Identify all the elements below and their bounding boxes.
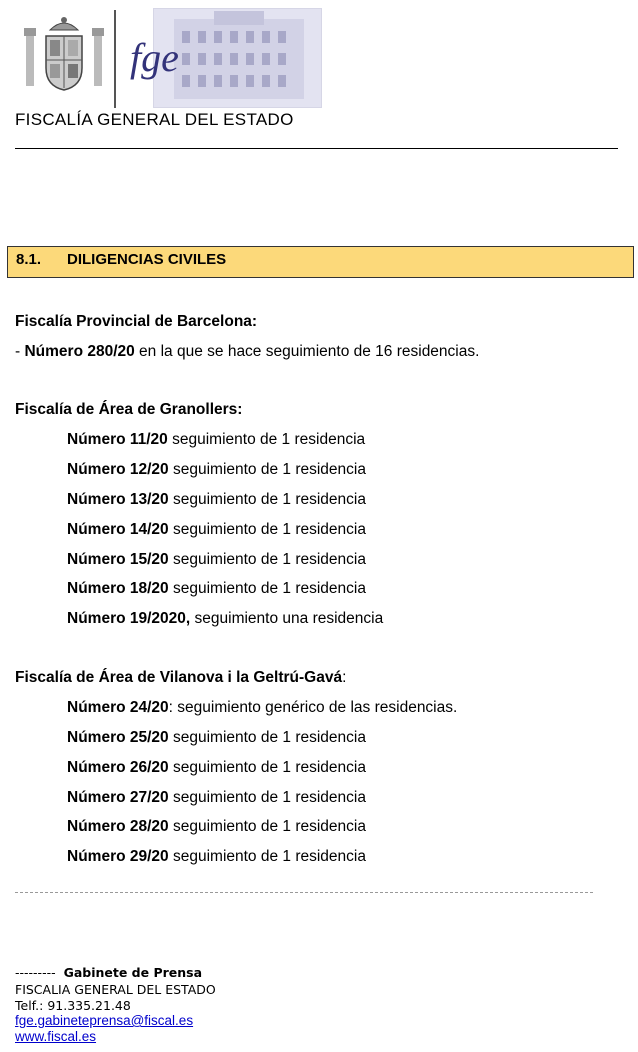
item-number: Número 28/20 bbox=[67, 818, 169, 835]
item-number: Número 15/20 bbox=[67, 551, 169, 568]
list-item bbox=[67, 610, 383, 628]
list-item bbox=[67, 551, 366, 569]
item-number: Número 280/20 bbox=[24, 343, 135, 360]
list-item bbox=[67, 491, 366, 509]
section-title: DILIGENCIAS CIVILES bbox=[67, 251, 227, 268]
section-number: 8.1. bbox=[16, 251, 42, 268]
item-text: en la que se hace seguimiento de 16 residencias. bbox=[134, 343, 480, 360]
list-item bbox=[67, 580, 366, 598]
list-item bbox=[67, 461, 366, 479]
granollers-heading: Fiscalía de Área de Granollers: bbox=[15, 401, 243, 418]
coat-of-arms-icon bbox=[22, 14, 106, 96]
item-text: : seguimiento genérico de las residencias. bbox=[168, 699, 458, 716]
item-text: seguimiento de 1 residencia bbox=[168, 789, 366, 806]
footer-dashes: --------- bbox=[15, 965, 56, 980]
item-number: Número 24/20 bbox=[67, 699, 169, 716]
footer-dept-line bbox=[15, 965, 202, 980]
item-prefix: - bbox=[15, 343, 25, 360]
content-divider bbox=[15, 892, 593, 893]
list-item bbox=[67, 848, 366, 866]
header-divider bbox=[15, 148, 618, 149]
list-item bbox=[67, 789, 366, 807]
item-text: seguimiento de 1 residencia bbox=[168, 461, 366, 478]
item-text: seguimiento de 1 residencia bbox=[168, 848, 366, 865]
item-text: seguimiento una residencia bbox=[190, 610, 384, 627]
list-item bbox=[67, 699, 457, 717]
logo-divider bbox=[114, 10, 116, 108]
item-number: Número 18/20 bbox=[67, 580, 169, 597]
item-number: Número 11/20 bbox=[67, 431, 168, 448]
footer-email-link[interactable]: fge.gabineteprensa@fiscal.es bbox=[15, 1013, 194, 1028]
item-text: seguimiento de 1 residencia bbox=[168, 580, 366, 597]
item-number: Número 25/20 bbox=[67, 729, 169, 746]
item-number: Número 29/20 bbox=[67, 848, 169, 865]
item-number: Número 26/20 bbox=[67, 759, 169, 776]
vilanova-heading-text: Fiscalía de Área de Vilanova i la Geltrú-Gavá bbox=[15, 669, 343, 686]
footer-website-link[interactable]: www.fiscal.es bbox=[15, 1029, 97, 1044]
vilanova-heading bbox=[15, 669, 346, 687]
item-text: seguimiento de 1 residencia bbox=[168, 759, 366, 776]
footer-phone: Telf.: 91.335.21.48 bbox=[15, 998, 131, 1013]
list-item bbox=[67, 431, 365, 449]
item-number: Número 14/20 bbox=[67, 521, 169, 538]
item-number: Número 27/20 bbox=[67, 789, 169, 806]
footer-org: FISCALIA GENERAL DEL ESTADO bbox=[15, 982, 216, 997]
item-text: seguimiento de 1 residencia bbox=[168, 551, 366, 568]
list-item bbox=[67, 759, 366, 777]
barcelona-heading: Fiscalía Provincial de Barcelona: bbox=[15, 313, 258, 330]
list-item bbox=[67, 818, 366, 836]
vilanova-heading-colon: : bbox=[342, 669, 347, 686]
item-text: seguimiento de 1 residencia bbox=[168, 491, 366, 508]
fge-logo-text: fge bbox=[130, 35, 179, 80]
item-number: Número 13/20 bbox=[67, 491, 169, 508]
footer-dept: Gabinete de Prensa bbox=[63, 965, 203, 980]
org-title: FISCALÍA GENERAL DEL ESTADO bbox=[15, 110, 294, 129]
item-text: seguimiento de 1 residencia bbox=[167, 431, 366, 448]
item-text: seguimiento de 1 residencia bbox=[168, 729, 366, 746]
barcelona-item bbox=[15, 343, 479, 361]
item-number: Número 12/20 bbox=[67, 461, 169, 478]
item-number: Número 19/2020, bbox=[67, 610, 191, 627]
list-item bbox=[67, 729, 366, 747]
item-text: seguimiento de 1 residencia bbox=[168, 818, 366, 835]
item-text: seguimiento de 1 residencia bbox=[168, 521, 366, 538]
list-item bbox=[67, 521, 366, 539]
